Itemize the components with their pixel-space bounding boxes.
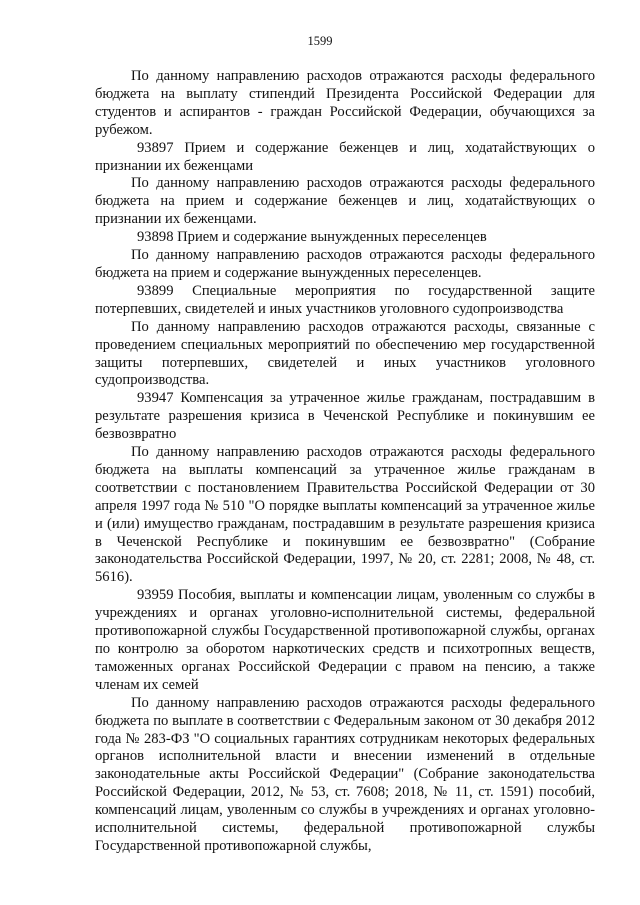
item-93897-heading: 93897 Прием и содержание беженцев и лиц, ходатайствующих о признании их беженцами [95, 139, 595, 174]
paragraph-93897-description: По данному направлению расходов отражаются расходы федерального бюджета на прием и содержание беженцев и лиц, ходатайствующих о признании их беженцами. [95, 175, 595, 228]
item-93899-heading: 93899 Специальные мероприятия по государственной защите потерпевших, свидетелей и иных участников уголовного судопроизводства [95, 282, 595, 317]
paragraph-93898-description: По данному направлению расходов отражаются расходы федерального бюджета на прием и содержание вынужденных переселенцев. [95, 247, 595, 281]
paragraph-93899-description: По данному направлению расходов отражаются расходы, связанные с проведением специальных мероприятий по обеспечению мер государственной защиты потерпевших, свидетелей и иных участников уголовного судопроизводства. [95, 318, 595, 389]
paragraph-93959-description: По данному направлению расходов отражаются расходы федерального бюджета по выплате в соответствии с Федеральным законом от 30 декабря 2012 года № 283-ФЗ "О социальных гарантиях сотрудникам некоторых федеральных органов исполнительной власти и внесении изменений в отдельные законодательные акты Российской Федерации" (Собрание законодательства Российской Федерации, 2012, № 53, ст. 7608; 2018, № 11, ст. 1591) пособий, компенсаций лицам, уволенным со службы в учреждениях и органах уголовно-исполнительной системы, федеральной противопожарной службы Государственной противопожарной службы, [95, 694, 595, 854]
document-body [95, 68, 595, 856]
paragraph-stipend-description: По данному направлению расходов отражаются расходы федерального бюджета на выплату стипендий Президента Российской Федерации для студентов и аспирантов - граждан Российской Федерации, обучающихся за рубежом. [95, 68, 595, 138]
page-number: 1599 [307, 34, 333, 48]
item-93898-heading: 93898 Прием и содержание вынужденных переселенцев [137, 229, 487, 246]
item-93959-heading: 93959 Пособия, выплаты и компенсации лицам, уволенным со службы в учреждениях и органах уголовно-исполнительной системы, федеральной противопожарной службы Государственной противопожарной службы, органах по контролю за оборотом наркотических средств и психотропных веществ, таможенных органах Российской Федерации с правом на пенсию, а также членам их семей [95, 587, 595, 693]
paragraph-93947-description: По данному направлению расходов отражаются расходы федерального бюджета на выплаты компенсаций за утраченное жилье гражданам в соответствии с постановлением Правительства Российской Федерации от 30 апреля 1997 года № 510 "О порядке выплаты компенсаций за утраченное жилье и (или) имущество гражданам, пострадавшим в результате разрешения кризиса в Чеченской Республике и покинувшим ее безвозвратно" (Собрание законодательства Российской Федерации, 1997, № 20, ст. 2281; 2008, № 48, ст. 5616). [95, 444, 595, 586]
item-93947-heading: 93947 Компенсация за утраченное жилье гражданам, пострадавшим в результате разрешения кризиса в Чеченской Республике и покинувшим ее безвозвратно [95, 390, 595, 443]
